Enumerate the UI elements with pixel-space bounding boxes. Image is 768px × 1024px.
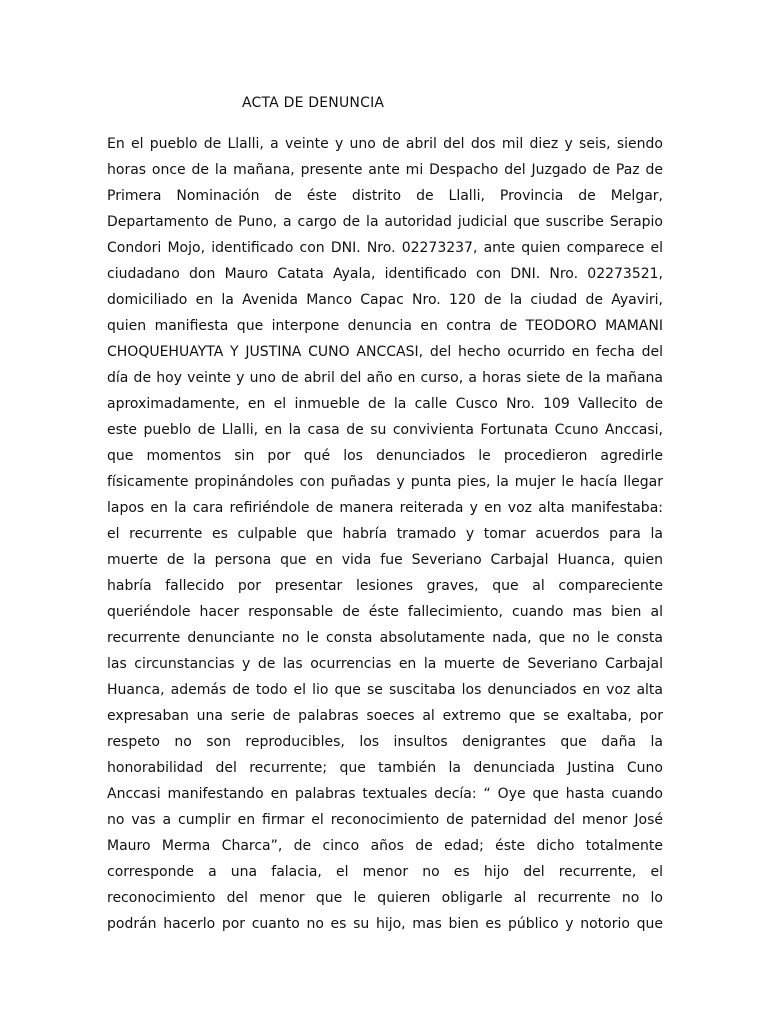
body-line: respeto no son reproducibles, los insultos denigrantes que daña la bbox=[107, 734, 663, 750]
body-line: domiciliado en la Avenida Manco Capac Nro. 120 de la ciudad de Ayaviri, bbox=[107, 292, 663, 308]
body-line: Primera Nominación de éste distrito de Llalli, Provincia de Melgar, bbox=[107, 188, 663, 204]
body-line: Departamento de Puno, a cargo de la autoridad judicial que suscribe Serapio bbox=[107, 214, 663, 230]
body-line: recurrente denunciante no le consta absolutamente nada, que no le consta bbox=[107, 630, 663, 646]
body-line: En el pueblo de Llalli, a veinte y uno de abril del dos mil diez y seis, siendo bbox=[107, 136, 663, 152]
body-line: muerte de la persona que en vida fue Severiano Carbajal Huanca, quien bbox=[107, 552, 663, 568]
body-line: horas once de la mañana, presente ante mi Despacho del Juzgado de Paz de bbox=[107, 162, 663, 178]
body-line: este pueblo de Llalli, en la casa de su convivienta Fortunata Ccuno Anccasi, bbox=[107, 422, 663, 438]
body-line: Condori Mojo, identificado con DNI. Nro. 02273237, ante quien comparece el bbox=[107, 240, 663, 256]
body-line: queriéndole hacer responsable de éste fallecimiento, cuando mas bien al bbox=[107, 604, 663, 620]
body-line: podrán hacerlo por cuanto no es su hijo, mas bien es público y notorio que bbox=[107, 916, 663, 932]
body-line: Mauro Merma Charca”, de cinco años de edad; éste dicho totalmente bbox=[107, 838, 663, 854]
body-line: expresaban una serie de palabras soeces al extremo que se exaltaba, por bbox=[107, 708, 663, 724]
body-line: el recurrente es culpable que habría tramado y tomar acuerdos para la bbox=[107, 526, 663, 542]
body-line: Huanca, además de todo el lio que se suscitaba los denunciados en voz alta bbox=[107, 682, 663, 698]
body-line: no vas a cumplir en firmar el reconocimiento de paternidad del menor José bbox=[107, 812, 663, 828]
body-line: habría fallecido por presentar lesiones graves, que al compareciente bbox=[107, 578, 663, 594]
body-line: corresponde a una falacia, el menor no es hijo del recurrente, el bbox=[107, 864, 663, 880]
body-line: CHOQUEHUAYTA Y JUSTINA CUNO ANCCASI, del hecho ocurrido en fecha del bbox=[107, 344, 663, 360]
body-line: quien manifiesta que interpone denuncia en contra de TEODORO MAMANI bbox=[107, 318, 663, 334]
body-line: ciudadano don Mauro Catata Ayala, identificado con DNI. Nro. 02273521, bbox=[107, 266, 663, 282]
body-line: físicamente propinándoles con puñadas y punta pies, la mujer le hacía llegar bbox=[107, 474, 663, 490]
body-line: honorabilidad del recurrente; que también la denunciada Justina Cuno bbox=[107, 760, 663, 776]
body-line: lapos en la cara refiriéndole de manera reiterada y en voz alta manifestaba: bbox=[107, 500, 663, 516]
body-line: Anccasi manifestando en palabras textuales decía: “ Oye que hasta cuando bbox=[107, 786, 663, 802]
document-title: ACTA DE DENUNCIA bbox=[242, 95, 385, 111]
body-line: las circunstancias y de las ocurrencias en la muerte de Severiano Carbajal bbox=[107, 656, 663, 672]
body-line: que momentos sin por qué los denunciados le procedieron agredirle bbox=[107, 448, 663, 464]
body-line: día de hoy veinte y uno de abril del año en curso, a horas siete de la mañana bbox=[107, 370, 663, 386]
body-line: aproximadamente, en el inmueble de la calle Cusco Nro. 109 Vallecito de bbox=[107, 396, 663, 412]
document-body bbox=[107, 131, 663, 937]
body-line: reconocimiento del menor que le quieren obligarle al recurrente no lo bbox=[107, 890, 663, 906]
